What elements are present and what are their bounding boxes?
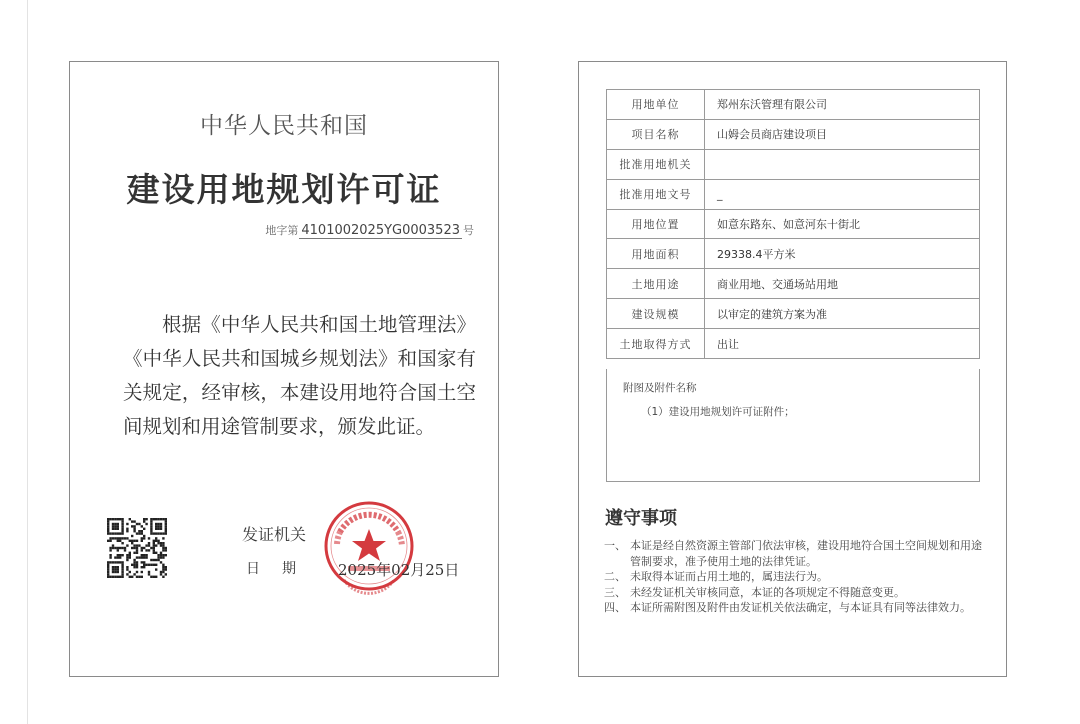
table-row: [607, 329, 980, 359]
row-value: 以审定的建筑方案为准: [705, 299, 980, 329]
row-value: 如意东路东、如意河东十街北: [705, 209, 980, 239]
attachment-item: （1）建设用地规划许可证附件；: [641, 406, 795, 418]
issue-date: 2025年02月25日: [338, 561, 460, 579]
row-label: 用地位置: [607, 209, 705, 239]
rule-item: [604, 600, 984, 616]
rules-title: 遵守事项: [605, 508, 677, 529]
row-label: 土地用途: [607, 269, 705, 299]
attachments-box: [606, 369, 980, 482]
official-seal-icon: [320, 496, 416, 604]
rule-number: 四、: [604, 601, 626, 614]
row-label: 用地面积: [607, 239, 705, 269]
row-label: 用地单位: [607, 90, 705, 120]
attachments-title: 附图及附件名称: [623, 382, 697, 394]
table-row: [607, 149, 980, 179]
rules-list: [604, 538, 984, 616]
certificate-number: 4101002025YG0003523: [301, 223, 460, 238]
rule-text: 本证所需附图及附件由发证机关依法确定，与本证具有同等法律效力。: [630, 601, 971, 614]
row-label: 批准用地文号: [607, 179, 705, 209]
rule-number: 二、: [604, 570, 626, 583]
country-name: 中华人民共和国: [200, 113, 368, 139]
certificate-number-row: [265, 222, 474, 239]
row-value: 29338.4平方米: [705, 239, 980, 269]
issuer-label: 发证机关: [242, 525, 307, 544]
row-value: 山姆会员商店建设项目: [705, 119, 980, 149]
certificate-front-page: [69, 61, 499, 677]
row-label: 批准用地机关: [607, 149, 705, 179]
table-row: [607, 90, 980, 120]
table-row: [607, 239, 980, 269]
qr-code-icon: [107, 518, 167, 578]
row-label: 土地取得方式: [607, 329, 705, 359]
row-value: [705, 149, 980, 179]
certificate-title: 建设用地规划许可证: [126, 170, 442, 209]
certificate-number-prefix: 地字第: [265, 224, 299, 237]
rule-item: [604, 538, 984, 569]
certificate-number-suffix: 号: [463, 224, 474, 237]
date-label: 日期: [246, 561, 318, 577]
rule-text: 未取得本证而占用土地的，属违法行为。: [630, 570, 828, 583]
certificate-body-text: 根据《中华人民共和国土地管理法》《中华人民共和国城乡规划法》和国家有关规定，经审核，本建设用地符合国土空间规划和用途管制要求，颁发此证。: [123, 313, 476, 438]
row-label: 建设规模: [607, 299, 705, 329]
table-row: [607, 269, 980, 299]
page-edge-line: [27, 0, 28, 724]
rule-text: 未经发证机关审核同意，本证的各项规定不得随意变更。: [630, 585, 905, 599]
rule-text: 本证是经自然资源主管部门依法审核，建设用地符合国土空间规划和用途管制要求，准予使用土地的法律凭证。: [630, 539, 982, 568]
table-row: [607, 179, 980, 209]
row-value: 郑州东沃管理有限公司: [705, 90, 980, 120]
rule-number: 三、: [604, 585, 626, 599]
rule-number: 一、: [604, 539, 626, 552]
table-row: [607, 299, 980, 329]
rule-item: [604, 569, 984, 585]
row-value: 商业用地、交通场站用地: [705, 269, 980, 299]
row-value: 出让: [705, 329, 980, 359]
table-row: [607, 209, 980, 239]
table-row: [607, 119, 980, 149]
land-info-table: [606, 89, 980, 359]
row-value: _: [705, 179, 980, 209]
rule-item: [604, 585, 984, 601]
certificate-details-page: [578, 61, 1007, 677]
row-label: 项目名称: [607, 119, 705, 149]
